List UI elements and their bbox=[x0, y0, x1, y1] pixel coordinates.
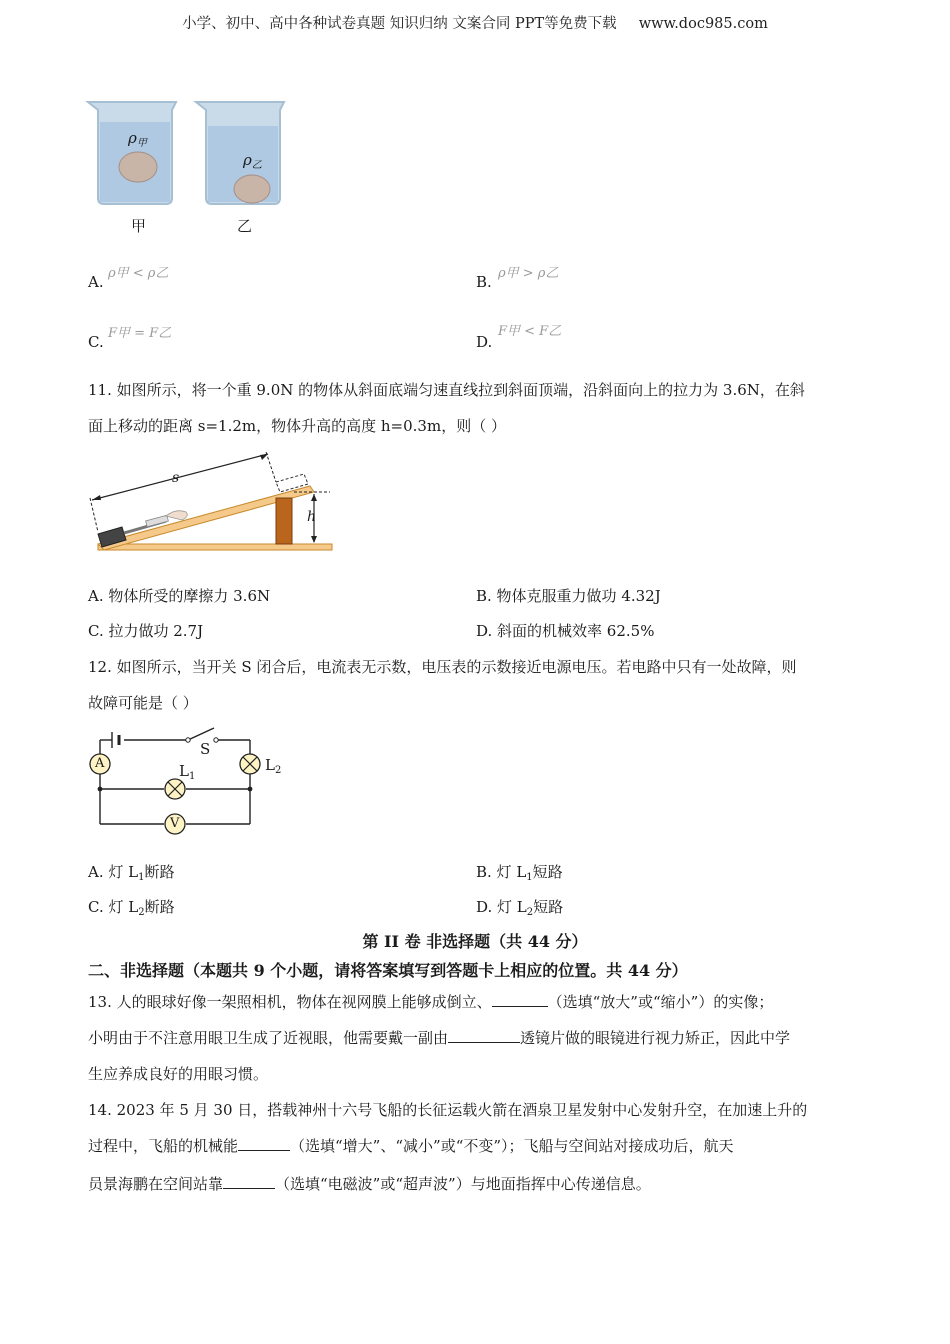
q11-option-d[interactable]: D. 斜面的机械效率 62.5% bbox=[476, 622, 655, 640]
part-title: 二、非选择题（本题共 9 个小题，请将答案填写到答题卡上相应的位置。共 44 分） bbox=[88, 961, 688, 980]
q11-stem-line1: 11. 如图所示，将一个重 9.0N 的物体从斜面底端匀速直线拉到斜面顶端，沿斜面向上的拉力为 3.6N，在斜 bbox=[88, 381, 805, 399]
rho-yi-label: $\rho_乙$ bbox=[243, 151, 262, 171]
q12-stem-line1: 12. 如图所示，当开关 S 闭合后，电流表无示数，电压表的示数接近电源电压。若电路中只有一处故障，则 bbox=[88, 658, 797, 676]
q10-option-d-letter[interactable]: D. bbox=[476, 333, 493, 351]
incline-figure bbox=[86, 448, 336, 556]
incline-h-label: h bbox=[307, 509, 317, 525]
q12-option-b[interactable]: B. 灯 $L_1$短路 bbox=[476, 863, 563, 883]
q10-option-c-expr: F甲 = F乙 bbox=[108, 326, 172, 341]
volume-title: 第 II 卷 非选择题（共 44 分） bbox=[362, 932, 588, 951]
beakers-figure bbox=[84, 96, 304, 212]
header-site[interactable]: www.doc985.com bbox=[638, 16, 768, 32]
beaker-jia bbox=[88, 102, 176, 204]
q12-option-a[interactable]: A. 灯 $L_1$断路 bbox=[88, 863, 175, 883]
q13-blank-1[interactable] bbox=[492, 992, 548, 1007]
q13-blank-2[interactable] bbox=[448, 1028, 520, 1043]
voltmeter-label: V bbox=[170, 816, 180, 831]
q12-option-c[interactable]: C. 灯 $L_2$断路 bbox=[88, 898, 175, 918]
q11-option-b[interactable]: B. 物体克服重力做功 4.32J bbox=[476, 587, 661, 605]
q10-option-b-letter[interactable]: B. bbox=[476, 273, 492, 291]
q14-blank-1[interactable] bbox=[238, 1136, 290, 1151]
q11-option-c[interactable]: C. 拉力做功 2.7J bbox=[88, 622, 204, 640]
q13-line2: 小明由于不注意用眼卫生成了近视眼，他需要戴一副由 透镜片做的眼镜进行视力矫正，因此中学 bbox=[88, 1029, 791, 1047]
q10-option-a-letter[interactable]: A. bbox=[88, 273, 104, 291]
lamp-l2-label: $L_2$ bbox=[265, 756, 282, 776]
q14-line1: 14. 2023 年 5 月 30 日，搭载神州十六号飞船的长征运载火箭在酒泉卫星发射中心发射升空，在加速上升的 bbox=[88, 1101, 808, 1119]
switch-label: S bbox=[200, 740, 211, 758]
header-title: 小学、初中、高中各种试卷真题 知识归纳 文案合同 PPT等免费下载 bbox=[182, 16, 617, 32]
q13-line1: 13. 人的眼球好像一架照相机，物体在视网膜上能够成倒立、 （选填“放大”或“缩小”）的实像； bbox=[88, 993, 774, 1011]
q13-line3: 生应养成良好的用眼习惯。 bbox=[88, 1065, 269, 1083]
lamp-l2-symbol bbox=[240, 754, 260, 774]
lamp-l1-label: $L_1$ bbox=[179, 762, 196, 782]
incline-s-label: s bbox=[172, 470, 180, 486]
q11-option-a[interactable]: A. 物体所受的摩擦力 3.6N bbox=[88, 587, 271, 605]
rho-jia-label: $\rho_甲$ bbox=[128, 129, 147, 149]
q10-option-b-expr: ρ甲 > ρ乙 bbox=[498, 266, 559, 281]
q10-option-c-letter[interactable]: C. bbox=[88, 333, 104, 351]
q14-line2: 过程中，飞船的机械能 （选填“增大”、“减小”或“不变”）；飞船与空间站对接成功后，航天 bbox=[88, 1137, 734, 1155]
lamp-l1-symbol bbox=[165, 779, 185, 799]
q14-line3: 员景海鹏在空间站靠 （选填“电磁波”或“超声波”）与地面指挥中心传递信息。 bbox=[88, 1175, 651, 1193]
q12-option-d[interactable]: D. 灯 $L_2$短路 bbox=[476, 898, 564, 918]
q12-stem-line2: 故障可能是（ ） bbox=[88, 694, 198, 712]
q11-stem-line2: 面上移动的距离 s=1.2m，物体升高的高度 h=0.3m，则（ ） bbox=[88, 417, 506, 435]
beaker-jia-caption: 甲 bbox=[131, 217, 147, 235]
beaker-yi bbox=[196, 102, 284, 204]
q14-blank-2[interactable] bbox=[223, 1174, 275, 1189]
page-header bbox=[0, 12, 950, 33]
ammeter-label: A bbox=[95, 756, 105, 771]
beaker-yi-caption: 乙 bbox=[237, 217, 253, 235]
q10-option-a-expr: ρ甲 < ρ乙 bbox=[108, 266, 169, 281]
q10-option-d-expr: F甲 < F乙 bbox=[498, 324, 562, 339]
